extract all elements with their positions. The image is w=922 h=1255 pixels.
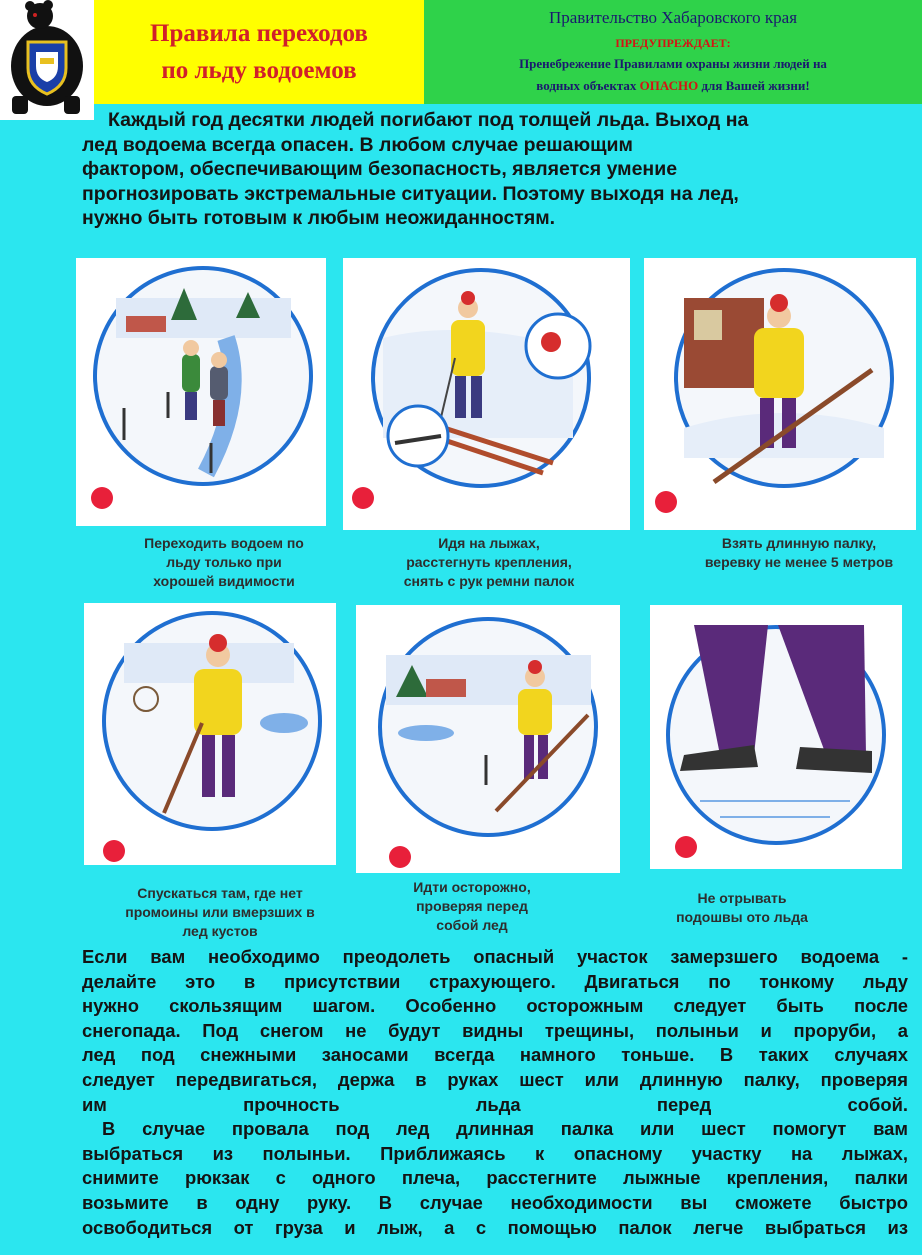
guidance-paragraph [82,945,908,1240]
warning-text-line-2 [424,78,922,94]
warning-issuer: Правительство Хабаровского края [548,8,798,27]
rule-illustration-1 [76,258,326,526]
intro-line: фактором, обеспечивающим безопасность, является умение [82,158,678,180]
title-banner [94,0,424,104]
guidance-line: нужно скользящим шагом. Особенно осторожным следует быть после [82,995,908,1017]
caption-line: проверяя перед [416,898,528,914]
guidance-line: снимите рюкзак с одного плеча, расстегните лыжные крепления, палки [82,1167,908,1189]
caption-line: веревку не менее 5 метров [704,554,894,570]
caption-line: подошвы ото льда [676,909,808,925]
caption-line: расстегнуть крепления, [406,554,572,570]
red-marker-icon [352,487,374,509]
intro-line: нужно быть готовым к любым неожиданностям. [82,207,556,229]
caption-line: Идти осторожно, [413,879,531,895]
rule-caption-1 [90,534,358,591]
caption-line: льду только при [166,554,282,570]
rule-caption-3 [676,534,922,572]
page-title-line-1: Правила переходов [150,20,368,47]
caption-line: собой лед [436,917,508,933]
coat-of-arms-icon [0,0,94,120]
rule-caption-4 [84,884,356,941]
page-title-line-2: по льду водоемов [161,57,357,84]
red-marker-icon [91,487,113,509]
caption-line: промоины или вмерзших в [125,904,315,920]
rule-caption-2 [366,534,612,591]
caption-line: снять с рук ремни палок [403,573,575,589]
rule-illustration-6 [650,605,902,869]
rule-caption-5 [372,878,572,935]
government-warning-banner [424,0,922,104]
guidance-line: лед под снежными заносами всегда намного тоньше. В таких случаях [82,1044,908,1066]
caption-line: Спускаться там, где нет [137,885,303,901]
intro-line: Каждый год десятки людей погибают под толщей льда. Выход на [108,109,749,131]
warning-text-after: для Вашей жизни! [701,78,810,93]
red-marker-icon [655,491,677,513]
rule-illustration-3 [644,258,916,530]
warning-verb: ПРЕДУПРЕЖДАЕТ: [615,36,731,50]
caption-line: Переходить водоем по [144,535,304,551]
warning-danger-word: ОПАСНО [639,78,699,93]
rule-illustration-4 [84,603,336,865]
warning-text-before: водных объектах [536,78,637,93]
caption-line: Идя на лыжах, [438,535,540,551]
caption-line: лед кустов [182,923,258,939]
caption-line: Не отрывать [697,890,787,906]
caption-line: хорошей видимости [153,573,295,589]
guidance-line: делайте это в присутствии страхующего. Двигаться по тонкому льду [82,970,908,992]
guidance-line: выбраться из полыньи. Приближаясь к опасному участку на лыжах, [82,1142,908,1164]
emblem-panel [0,0,94,120]
rule-caption-6 [642,889,842,927]
rule-illustration-5 [356,605,620,873]
guidance-line: снегопада. Под снегом не будут видны трещины, полыньи и проруби, а [82,1019,908,1041]
intro-line: прогнозировать экстремальные ситуации. Поэтому выходя на лед, [82,182,739,205]
guidance-line: Если вам необходимо преодолеть опасный участок замерзшего водоема - [82,946,908,967]
warning-text-line-1: Пренебрежение Правилами охраны жизни людей на [519,56,827,71]
guidance-line: В случае провала под лед длинная палка или шест помогут вам [102,1118,908,1140]
red-marker-icon [675,836,697,858]
guidance-line: им прочность льда перед собой. [82,1093,908,1115]
intro-line: лед водоема всегда опасен. В любом случае решающим [82,133,633,156]
red-marker-icon [389,846,411,868]
guidance-line: возьмите в одну руку. В случае необходимости вы сможете быстро [82,1191,908,1213]
red-marker-icon [103,840,125,862]
guidance-line: следует передвигаться, держа в руках шест или длинную палку, проверяя [82,1068,908,1090]
intro-paragraph [82,108,892,231]
rule-illustration-2 [343,258,630,530]
guidance-line: освободиться от груза и лыж, а с помощью палок легче выбраться из [82,1216,908,1238]
caption-line: Взять длинную палку, [721,535,877,551]
